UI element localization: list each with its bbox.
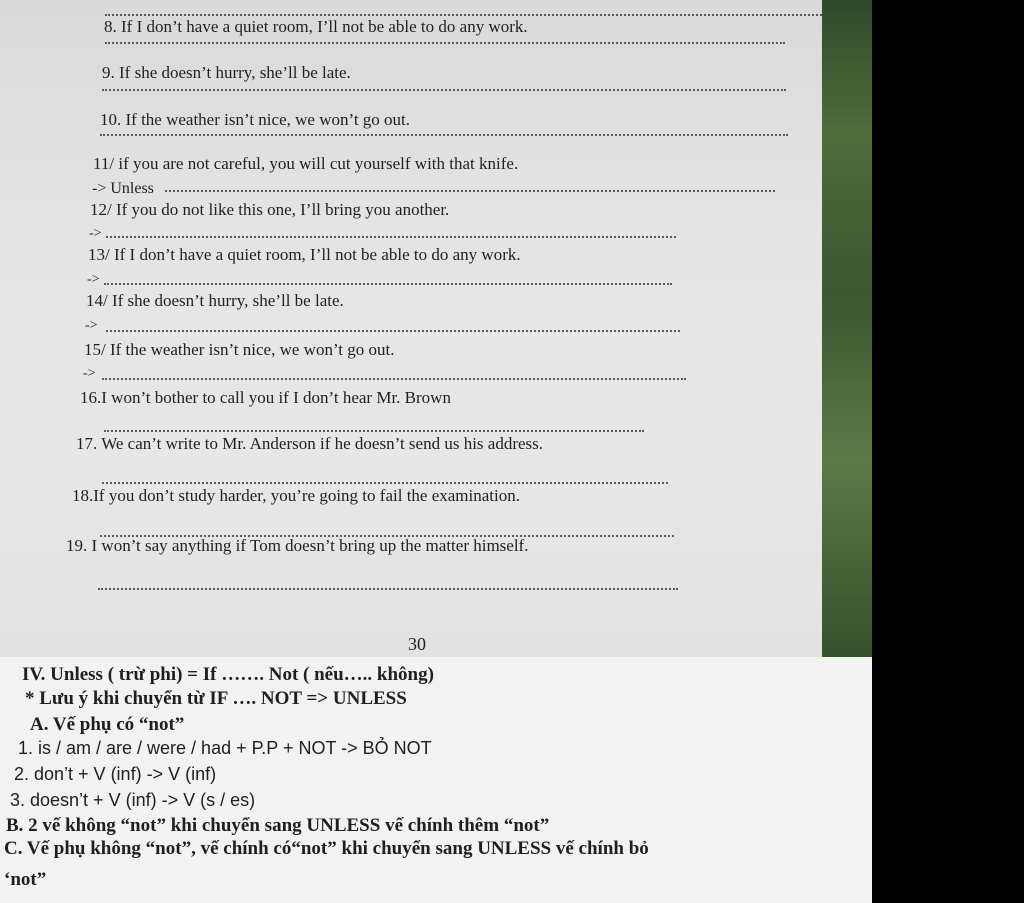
exercise-14-prompt: -> <box>85 318 98 333</box>
section-c-continuation: ‘not” <box>4 869 47 890</box>
exercise-16: 16.I won’t bother to call you if I don’t hear Mr. Brown <box>80 388 451 407</box>
notes-remark: * Lưu ý khi chuyển từ IF …. NOT => UNLESS <box>25 688 407 709</box>
answer-line <box>104 430 644 432</box>
exercise-8: 8. If I don’t have a quiet room, I’ll not be able to do any work. <box>104 17 528 36</box>
exercise-15: 15/ If the weather isn’t nice, we won’t go out. <box>84 340 395 359</box>
rule-1: 1. is / am / are / were / had + P.P + NOT -> BỎ NOT <box>18 738 432 758</box>
exercise-11-prompt: -> Unless <box>92 180 154 197</box>
answer-line <box>100 134 788 136</box>
answer-line <box>104 283 672 285</box>
answer-line <box>105 14 825 16</box>
exercise-14: 14/ If she doesn’t hurry, she’ll be late. <box>86 291 344 310</box>
page-number: 30 <box>408 634 426 654</box>
exercise-9: 9. If she doesn’t hurry, she’ll be late. <box>102 63 351 82</box>
rule-3: 3. doesn’t + V (inf) -> V (s / es) <box>10 790 256 810</box>
answer-line <box>106 330 680 332</box>
exercise-13: 13/ If I don’t have a quiet room, I’ll not be able to do any work. <box>88 245 521 264</box>
exercise-12-prompt: -> <box>89 226 102 241</box>
exercise-13-prompt: -> <box>87 272 100 287</box>
exercise-15-prompt: -> <box>83 366 96 381</box>
exercise-10: 10. If the weather isn’t nice, we won’t go out. <box>100 110 411 129</box>
answer-line <box>102 378 686 380</box>
notes-heading: IV. Unless ( trừ phi) = If ……. Not ( nếu….. không) <box>22 664 434 685</box>
exercise-12: 12/ If you do not like this one, I’ll bring you another. <box>90 200 450 219</box>
exercise-17: 17. We can’t write to Mr. Anderson if he doesn’t send us his address. <box>76 434 544 453</box>
exercise-18: 18.If you don’t study harder, you’re going to fail the examination. <box>72 486 520 505</box>
answer-line <box>105 42 785 44</box>
answer-line <box>102 89 786 91</box>
section-c-heading: C. Vế phụ không “not”, vế chính có“not” khi chuyển sang UNLESS vế chính bỏ <box>4 838 649 859</box>
exercise-19: 19. I won’t say anything if Tom doesn’t bring up the matter himself. <box>66 536 529 555</box>
section-b-heading: B. 2 vế không “not” khi chuyển sang UNLESS vế chính thêm “not” <box>6 815 550 836</box>
answer-line <box>165 190 775 192</box>
exercise-11: 11/ if you are not careful, you will cut yourself with that knife. <box>93 154 519 173</box>
section-a-heading: A. Vế phụ có “not” <box>30 714 185 735</box>
rule-2: 2. don’t + V (inf) -> V (inf) <box>14 764 217 784</box>
answer-line <box>106 236 676 238</box>
answer-line <box>102 482 668 484</box>
background-foliage <box>822 0 872 657</box>
grammar-notes <box>0 657 872 903</box>
answer-line <box>98 588 678 590</box>
